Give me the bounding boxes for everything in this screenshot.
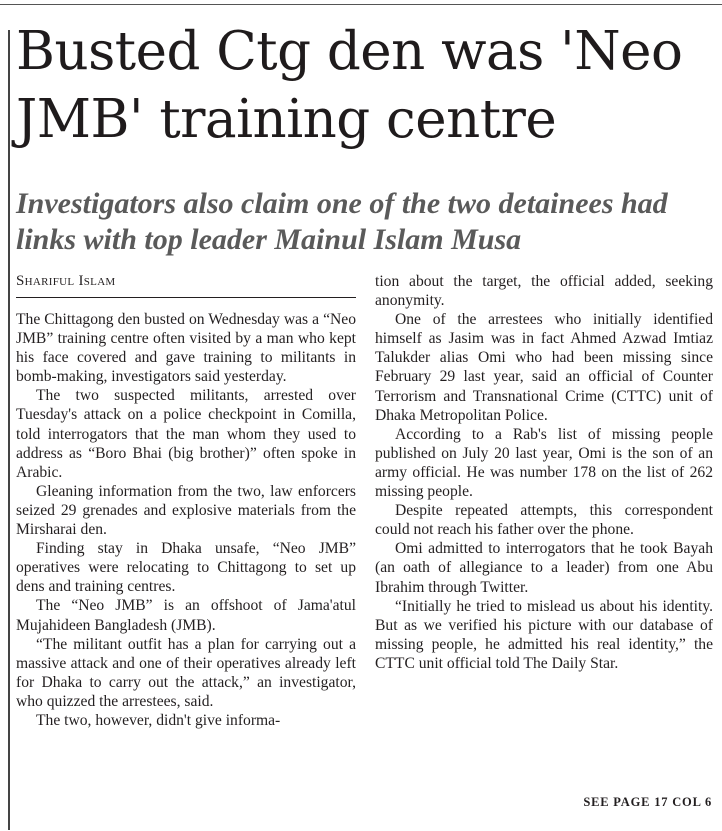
article-column-2: [375, 272, 713, 673]
paragraph: Despite repeated attempts, this correspondent could not reach his father over the phone.: [375, 502, 713, 539]
paragraph: tion about the target, the official added, seeking anonymity.: [375, 273, 713, 310]
left-column-rule: [8, 30, 10, 830]
paragraph: Omi admitted to interrogators that he took Bayah (an oath of allegiance to a leader) from one Abu Ibrahim through Twitter.: [375, 540, 713, 596]
paragraph: “Initially he tried to mislead us about his identity. But as we verified his picture with our database of missing people, he admitted his real identity,” the CTTC unit official told The Daily Star.: [375, 597, 713, 672]
paragraph: The “Neo JMB” is an offshoot of Jama'atul Mujahideen Bangladesh (JMB).: [16, 597, 356, 634]
paragraph: The two suspected militants, arrested over Tuesday's attack on a police checkpoint in Comilla, told interrogators that the man whom they used to address as “Boro Bhai (big brother)” often spoke in Arabic.: [16, 387, 356, 481]
top-rule: [0, 4, 722, 5]
byline: Shariful Islam: [16, 273, 116, 289]
paragraph: One of the arrestees who initially identified himself as Jasim was in fact Ahmed Azwad Imtiaz Talukder alias Omi who had been missing since February 29 last year, said an official of Counter Terrorism and Transnational Crime (CTTC) unit of Dhaka Metropolitan Police.: [375, 311, 713, 424]
paragraph: According to a Rab's list of missing people published on July 20 last year, Omi is the son of an army official. He was number 178 on the list of 262 missing people.: [375, 425, 713, 501]
byline-rule: [16, 297, 356, 298]
paragraph: Finding stay in Dhaka unsafe, “Neo JMB” operatives were relocating to Chittagong to set up dens and training centres.: [16, 540, 356, 596]
paragraph: “The militant outfit has a plan for carrying out a massive attack and one of their operatives already left for Dhaka to carry out the attack,” an investigator, who quizzed the arrestees, said.: [16, 635, 356, 710]
paragraph: The two, however, didn't give informa-: [36, 711, 281, 729]
subheadline: Investigators also claim one of the two detainees had links with top leader Mainul Islam Musa: [16, 187, 668, 256]
continued-on-page-label: SEE PAGE 17 COL 6: [583, 795, 712, 809]
paragraph: The Chittagong den busted on Wednesday was a “Neo JMB” training centre often visited by a man who kept his face covered and gave training to militants in bomb-making, investigators said yesterday.: [16, 311, 356, 386]
headline: Busted Ctg den was 'Neo JMB' training centre: [16, 21, 683, 150]
article-column-1: [16, 310, 356, 730]
paragraph: Gleaning information from the two, law enforcers seized 29 grenades and explosive materials from the Mirsharai den.: [16, 482, 356, 539]
